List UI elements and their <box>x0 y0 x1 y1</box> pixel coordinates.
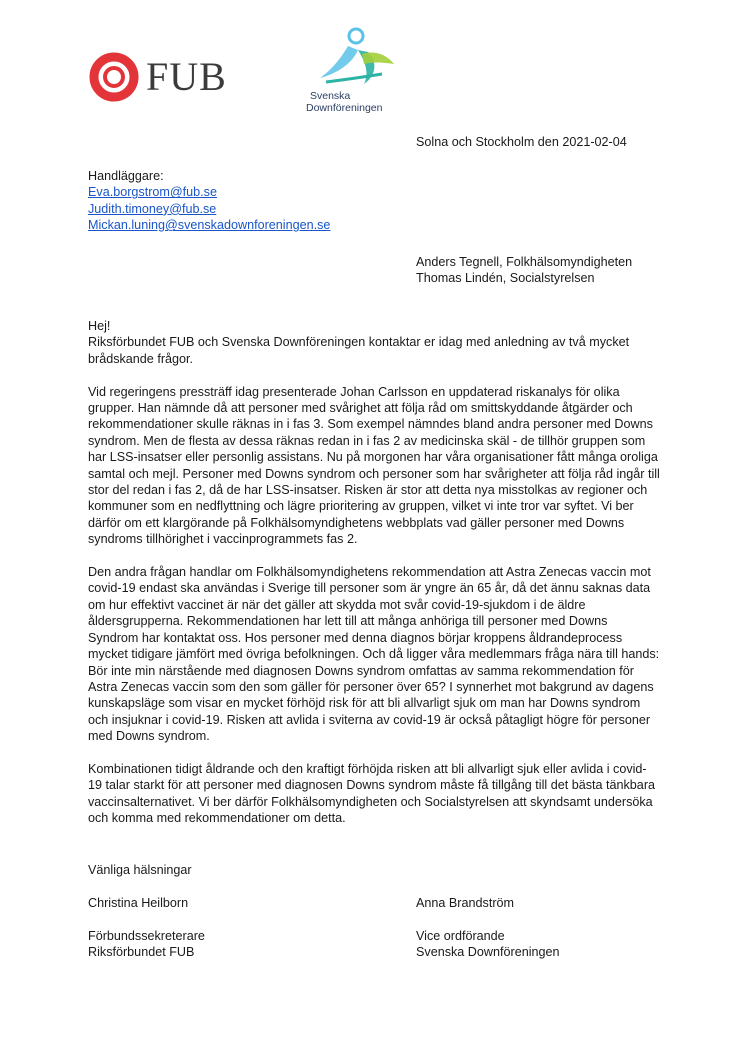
email-link-mickan[interactable]: Mickan.luning@svenskadownforeningen.se <box>88 218 331 233</box>
signature-left-org: Riksförbundet FUB <box>88 945 195 960</box>
dateline: Solna och Stockholm den 2021-02-04 <box>416 135 627 149</box>
signature-left-name: Christina Heilborn <box>88 896 189 910</box>
downforeningen-logo-line1: Svenska <box>310 90 351 102</box>
body-paragraph-intro: Riksförbundet FUB och Svenska Downföreningen kontaktar er idag med anledning av två mycket brådskande frågor. <box>88 335 630 366</box>
email-link-judith[interactable]: Judith.timoney@fub.se <box>88 201 217 216</box>
email-link-eva[interactable]: Eva.borgstrom@fub.se <box>88 185 217 200</box>
downforeningen-figure-icon <box>312 24 400 90</box>
handler-block <box>88 168 388 234</box>
recipient-tegnell: Anders Tegnell, Folkhälsomyndigheten <box>416 255 633 269</box>
fub-logo-text: FUB <box>146 54 227 99</box>
signature-right-title: Vice ordförande <box>416 929 505 943</box>
body-paragraph-conclusion: Kombinationen tidigt åldrande och den kraftigt förhöjda risken att bli allvarligt sjuk eller avlida i covid-19 talar starkt för att personer med diagnosen Downs syndrom måste få tillgång till det bästa tänkbara vaccinsalternativet. Vi ber därför Folkhälsomyndigheten och Socialstyrelsen att skyndsamt undersöka och komma med rekommendationer om detta. <box>88 761 656 826</box>
signature-right-block <box>416 928 560 961</box>
fub-ring-icon <box>88 51 140 103</box>
svenska-downforeningen-logo <box>306 24 406 114</box>
greeting: Hej! <box>88 319 111 333</box>
signature-left-block <box>88 928 205 961</box>
recipients-block <box>416 254 716 287</box>
downforeningen-logo-line2: Downföreningen <box>306 102 383 114</box>
signature-left-title: Förbundssekreterare <box>88 929 205 943</box>
body-paragraph-astrazeneca: Den andra frågan handlar om Folkhälsomyndighetens rekommendation att Astra Zenecas vaccin mot covid-19 endast ska användas i Sverige till personer som är yngre än 65 år, då det ännu saknas data om hur effektivt vaccinet är när det gäller att skydda mot svår covid-19-sjukdom i de äldre åldersgrupperna. Rekommendationen har lett till att många anhöriga till personer med Downs Syndrom har kontaktat oss. Hos personer med denna diagnos börjar kroppens åldrandeprocess mycket tidigare jämfört med övriga befolkningen. Och då ligger våra medlemmars fråga nära till hands: Bör inte min närstående med diagnosen Downs syndrom omfattas av samma rekommendation för Astra Zenecas vaccin som den som gäller för personer över 65? I synnerhet mot bakgrund av dagens kunskapsläge som visar en mycket förhöjd risk för att bli allvarligt sjuk om man har Downs syndrom och insjuknar i covid-19. Risken att avlida i sviterna av covid-19 är också påtagligt högre för personer med Downs syndrom. <box>88 565 660 744</box>
signature-right-name: Anna Brandström <box>416 896 515 910</box>
body-paragraph-phase: Vid regeringens pressträff idag presenterade Johan Carlsson en uppdaterad riskanalys för olika grupper. Han nämnde då att personer med svårighet att följa råd om smittskyddande åtgärder och rekommendationer skulle räknas in i fas 3. Som exempel nämndes bland andra personer med Downs syndrom. Men de flesta av dessa räknas redan in i fas 2 av medicinska skäl - de tillhör gruppen som har LSS-insatser eller personlig assistans. Nu på morgonen har våra organisationer fått många oroliga samtal och mejl. Personer med Downs syndrom och personer som har svårigheter att följa råd ingår till stor del redan i fas 2, då de har LSS-insatser. Risken är stor att detta nya misstolkas av regioner och kommuner som en nedflyttning och lägre prioritering av gruppen, vilket vi inte tror var syftet. Vi ber därför om ett klargörande på Folkhälsomyndighetens webbplats vad gäller personer med Downs syndroms tillhörighet i vaccinprogrammets fas 2. <box>88 384 660 547</box>
fub-logo <box>88 52 227 102</box>
downforeningen-logo-text <box>306 90 406 114</box>
recipient-linden: Thomas Lindén, Socialstyrelsen <box>416 271 595 286</box>
signature-right-org: Svenska Downföreningen <box>416 945 560 960</box>
closing: Vänliga hälsningar <box>88 863 192 877</box>
letter-body <box>88 318 660 843</box>
handler-heading: Handläggare: <box>88 169 164 183</box>
